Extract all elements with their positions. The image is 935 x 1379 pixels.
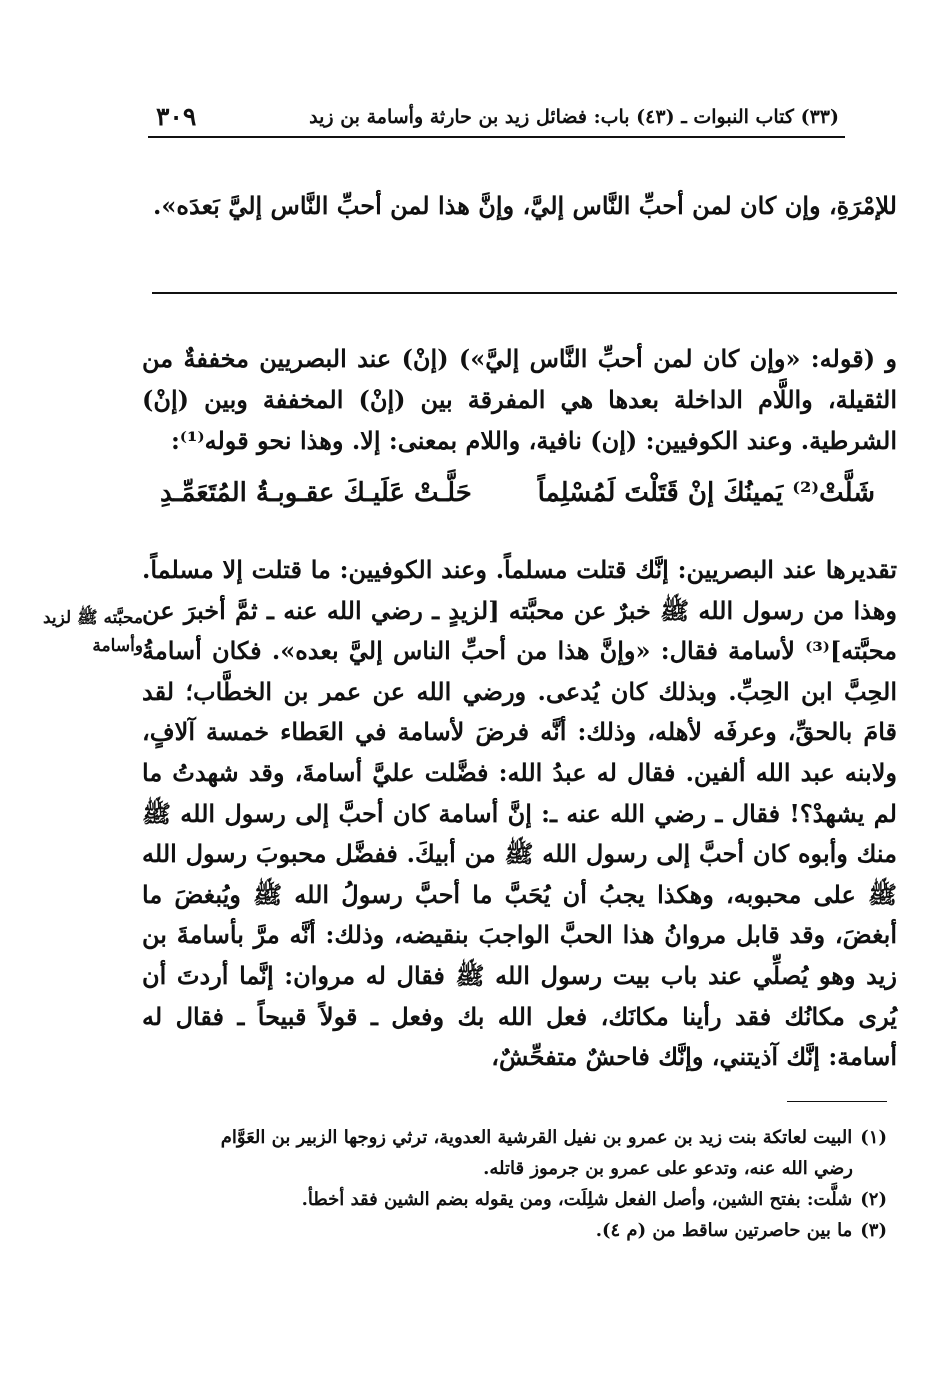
footnote-1-continuation: رضي الله عنه، وتدعو على عمرو بن جرموز قاتله. xyxy=(483,1158,853,1179)
page-number: ٣٠٩ xyxy=(156,102,197,131)
footnote-3 xyxy=(147,1215,887,1246)
footnote-text: ما بين حاصرتين ساقط من (م ٤). xyxy=(595,1220,853,1241)
poetry-verse xyxy=(160,478,875,528)
commentary-paragraph-2: تقديرها عند البصريين: إنَّك قتلت مسلماً. وعند الكوفيين: ما قتلت إلا مسلماً. وهذا من رسول الله ﷺ خبرٌ عن محبَّته [لزيدٍ ـ رضي الله عنه ـ ثمَّ أخبرَ عن محبَّته]⁽³⁾ لأسامة فقال: «وإنَّ هذا من أحبِّ الناس إليَّ بعده». فكان أسامةُ الحِبَّ ابن الحِبِّ. وبذلك كان يُدعى. ورضي الله عن عمر بن الخطَّاب؛ لقد قامَ بالحقِّ، وعرفَه لأهله، وذلك: أنَّه فرضَ لأسامة في العَطاء خمسة آلافٍ، ولابنه عبد الله ألفين. فقال له عبدُ الله: فضَّلت عليَّ أسامةَ، وقد شهدتُ ما لم يشهدْ؟! فقال ـ رضي الله عنه ـ: إنَّ أسامة كان أحبَّ إلى رسول الله ﷺ منك وأبوه كان أحبَّ إلى رسول الله ﷺ من أبيكَ. ففضَّل محبوبَ رسول الله ﷺ على محبوبه، وهكذا يجبُ أن يُحَبَّ ما أحبَّ رسولُ الله ﷺ ويُبغضَ ما أبغضَ، وقد قابل مروانُ هذا الحبَّ الواجبَ بنقيضه، وذلك: أنَّه مرَّ بأسامةَ بن زيد وهو يُصلِّي عند باب بيت رسول الله ﷺ فقال له مروان: إنَّما أردتَ أن يُرى مكانُك فقد رأينا مكانَك، فعل الله بك وفعل ـ قولاً قبيحاً ـ فقال له أسامة: إنَّك آذيتني، وإنَّك فاحشٌ متفحِّشٌ، xyxy=(142,555,898,1072)
margin-note: محبَّته ﷺ لزيد وأسامة xyxy=(42,608,143,656)
hadith-text-ending: للإمْرَةِ، وإن كان لمن أحبِّ النَّاس إليَّ، وإنَّ هذا لمن أحبِّ النَّاس إليَّ بَعدَه». xyxy=(153,191,897,220)
footnotes xyxy=(147,1122,887,1246)
footnote-text: شلَّت: بفتح الشين، وأصل الفعل شلِلَت، ومن يقوله بضم الشين فقد أخطأ. xyxy=(301,1189,853,1210)
footnote-divider xyxy=(787,1101,887,1102)
commentary-paragraph-1: و (قوله: «وإن كان لمن أحبِّ النَّاس إليَّ») (إنْ) عند البصريين مخففةٌ من الثقيلة، واللَّام الداخلة بعدها هي المفرقة بين (إنْ) المخففة وبين (إنْ) الشرطية. وعند الكوفيين: (إن) نافية، واللام بمعنى: إلا. وهذا نحو قوله⁽¹⁾: xyxy=(142,344,897,455)
footnote-text: البيت لعاتكة بنت زيد بن عمرو بن نفيل القرشية العدوية، ترثي زوجها الزبير بن العَوَّام xyxy=(220,1127,853,1148)
verse-hemistich-1: شَلَّتْ⁽²⁾ يَمينُكَ إنْ قَتَلْتَ لَمُسْلِماً xyxy=(537,478,875,508)
page-header xyxy=(148,100,845,138)
footnote-marker: (٣) xyxy=(860,1220,887,1241)
footnote-marker: (٢) xyxy=(860,1189,887,1210)
running-title: (٣٣) كتاب النبوات ـ (٤٣) باب: فضائل زيد بن حارثة وأسامة بن زيد xyxy=(309,106,839,128)
verse-hemistich-2: حَلَّـتْ عَلَيـكَ عقـوبـةُ المُتَعَمِّـدِ xyxy=(160,478,472,508)
footnote-marker: (١) xyxy=(860,1127,887,1148)
section-divider xyxy=(152,292,897,294)
footnote-2 xyxy=(147,1184,887,1215)
footnote-1 xyxy=(147,1122,887,1153)
